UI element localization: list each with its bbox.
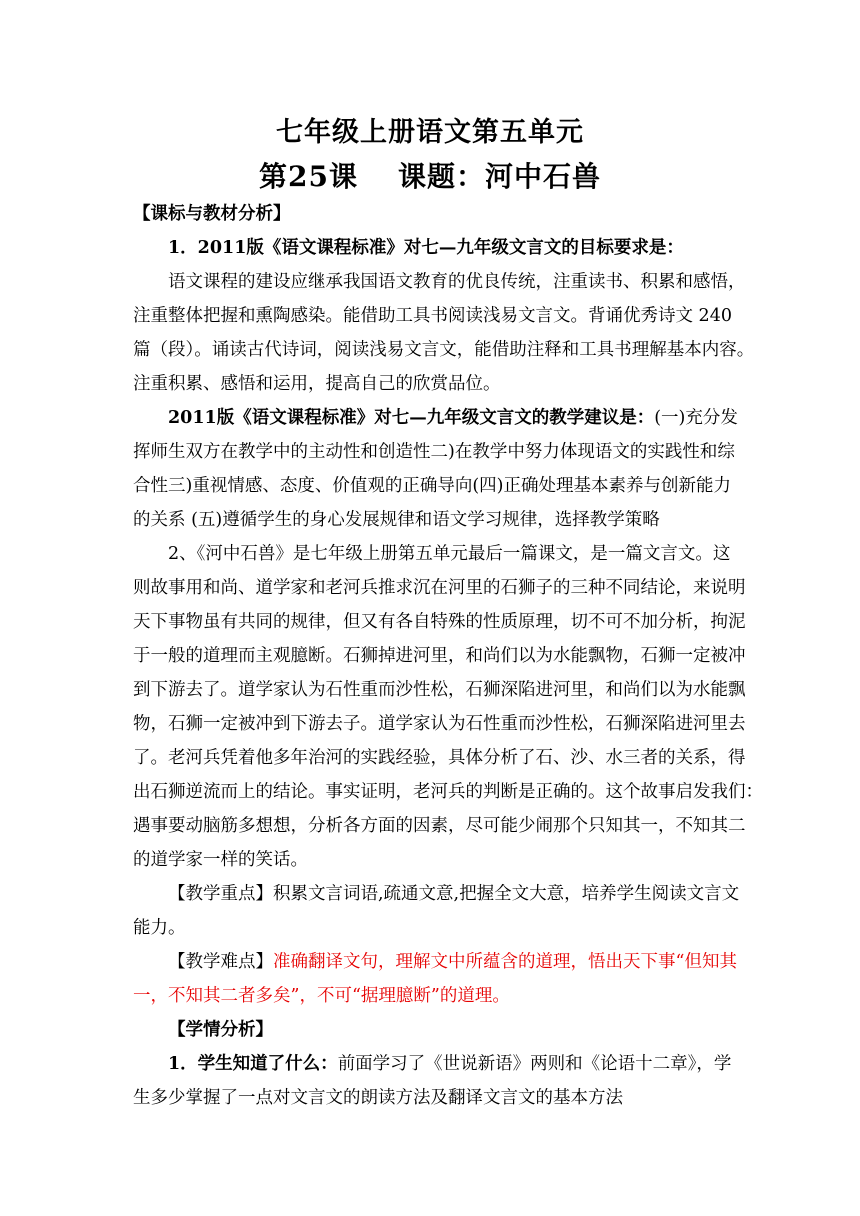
paragraph-line: 的关系 (五)遵循学生的身心发展规律和语文学习规律，选择教学策略 bbox=[133, 510, 660, 530]
paragraph-line: 挥师生双方在教学中的主动性和创造性二)在教学中努力体现语文的实践性和综 bbox=[133, 442, 735, 462]
paragraph-line: 篇（段）。诵读古代诗词，阅读浅易文言文，能借助注释和工具书理解基本内容。 bbox=[133, 340, 755, 360]
paragraph-line: 注重整体把握和熏陶感染。能借助工具书阅读浅易文言文。背诵优秀诗文 240 bbox=[133, 306, 732, 326]
paragraph-line: 了。老河兵凭着他多年治河的实践经验，具体分析了石、沙、水三者的关系，得 bbox=[133, 748, 746, 768]
paragraph-line: 天下事物虽有共同的规律，但又有各自特殊的性质原理，切不可不加分析，拘泥 bbox=[133, 612, 746, 632]
paragraph-line: 的道学家一样的笑话。 bbox=[133, 850, 308, 870]
difficult-points-text: 准确翻译文句，理解文中所蕴含的道理，悟出天下事“但知其 bbox=[273, 952, 737, 972]
key-points-label: 【教学重点】 bbox=[168, 884, 273, 904]
teaching-suggestion-text: (一)充分发 bbox=[654, 408, 738, 428]
paragraph-line: 遇事要动脑筋多想想，分析各方面的因素，尽可能少闹那个只知其一，不知其二 bbox=[133, 816, 746, 836]
paragraph-line: 注重积累、感悟和运用，提高自己的欣赏品位。 bbox=[133, 374, 501, 394]
lesson-topic: 课题：河中石兽 bbox=[397, 160, 601, 193]
paragraph-line: 于一般的道理而主观臆断。石狮掉进河里，和尚们以为水能飘物，石狮一定被冲 bbox=[133, 646, 746, 666]
paragraph-line: 生多少掌握了一点对文言文的朗读方法及翻译文言文的基本方法 bbox=[133, 1088, 623, 1108]
difficult-points-line: 一，不知其二者多矣”，不可“据理臆断”的道理。 bbox=[133, 986, 510, 1006]
paragraph-line: 语文课程的建设应继承我国语文教育的优良传统，注重读书、积累和感悟， bbox=[168, 272, 746, 292]
paragraph-line bbox=[168, 407, 738, 429]
difficult-points-label: 【教学难点】 bbox=[168, 952, 273, 972]
learner-known-label: 1．学生知道了什么： bbox=[168, 1054, 338, 1074]
paragraph-line: 则故事用和尚、道学家和老河兵推求沉在河里的石狮子的三种不同结论，来说明 bbox=[133, 578, 746, 598]
paragraph-line bbox=[168, 1053, 731, 1075]
section-heading-learner-analysis: 【学情分析】 bbox=[168, 1020, 273, 1040]
paragraph-line: 2、《河中石兽》是七年级上册第五单元最后一篇课文，是一篇文言文。这 bbox=[168, 544, 731, 564]
key-points-line: 能力。 bbox=[133, 918, 186, 938]
difficult-points-line bbox=[168, 951, 737, 973]
lesson-title bbox=[0, 155, 860, 195]
key-points-line bbox=[168, 883, 739, 905]
teaching-suggestion-label: 2011版《语文课程标准》对七—九年级文言文的教学建议是： bbox=[168, 408, 655, 428]
document-title: 七年级上册语文第五单元 bbox=[276, 117, 584, 148]
paragraph-line: 物，石狮一定被冲到下游去子。道学家认为石性重而沙性松，石狮深陷进河里去 bbox=[133, 714, 746, 734]
section-heading-curriculum: 【课标与教材分析】 bbox=[133, 204, 291, 224]
learner-known-text: 前面学习了《世说新语》两则和《论语十二章》，学 bbox=[337, 1054, 732, 1074]
key-points-text: 积累文言词语,疏通文意,把握全文大意，培养学生阅读文言文 bbox=[273, 884, 740, 904]
paragraph-line: 合性三)重视情感、态度、价值观的正确导向(四)正确处理基本素养与创新能力 bbox=[133, 476, 731, 496]
paragraph-line: 出石狮逆流而上的结论。事实证明，老河兵的判断是正确的。这个故事启发我们： bbox=[133, 782, 763, 802]
paragraph-line: 到下游去了。道学家认为石性重而沙性松，石狮深陷进河里，和尚们以为水能飘 bbox=[133, 680, 746, 700]
lesson-number: 第25课 bbox=[259, 160, 358, 193]
paragraph-heading-goals: 1．2011版《语文课程标准》对七—九年级文言文的目标要求是： bbox=[168, 238, 684, 258]
